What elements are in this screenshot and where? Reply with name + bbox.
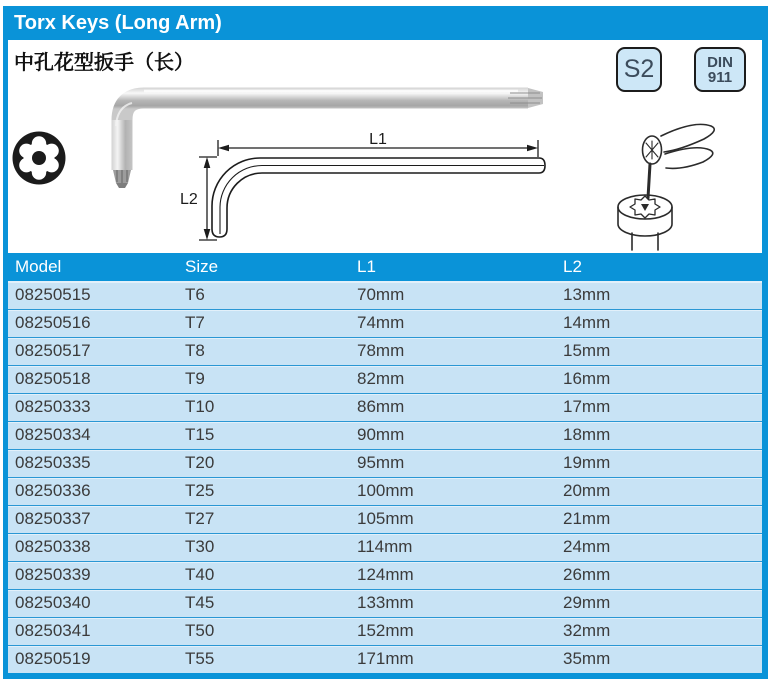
dimension-diagram — [178, 124, 608, 250]
size-cell: T8 — [185, 341, 205, 360]
model-cell: 08250334 — [15, 425, 91, 444]
size-cell: T50 — [185, 621, 215, 640]
size-cell: T20 — [185, 453, 215, 472]
size-cell: T15 — [185, 425, 215, 444]
model-cell: 08250519 — [15, 649, 91, 668]
l1-cell: 152mm — [357, 621, 414, 640]
usage-illustration-hand-screw — [608, 112, 760, 254]
size-cell: T10 — [185, 397, 215, 416]
l1-cell: 86mm — [357, 397, 405, 416]
l1-cell: 114mm — [357, 537, 413, 556]
l2-cell: 17mm — [563, 397, 611, 416]
l1-cell: 82mm — [357, 369, 405, 388]
model-cell: 08250338 — [15, 537, 91, 556]
l1-cell: 70mm — [357, 285, 405, 304]
l2-cell: 19mm — [563, 453, 611, 472]
column-header-size: Size — [185, 257, 219, 276]
size-cell: T40 — [185, 565, 215, 584]
l1-cell: 95mm — [357, 453, 405, 472]
page-title: Torx Keys (Long Arm) — [3, 6, 768, 40]
table-row — [8, 589, 762, 617]
column-header-model: Model — [15, 257, 62, 276]
model-cell: 08250339 — [15, 565, 91, 584]
model-cell: 08250336 — [15, 481, 91, 500]
l2-cell: 35mm — [563, 649, 611, 668]
size-cell: T27 — [185, 509, 215, 528]
l2-cell: 13mm — [563, 285, 611, 304]
size-cell: T7 — [185, 313, 205, 332]
model-cell: 08250337 — [15, 509, 91, 528]
s2-material-badge — [616, 47, 662, 92]
table-row — [8, 365, 762, 393]
right-border-strip — [762, 40, 768, 679]
table-row — [8, 337, 762, 365]
l2-cell: 20mm — [563, 481, 611, 500]
l1-cell: 90mm — [357, 425, 405, 444]
s2-badge-label: S2 — [623, 55, 655, 83]
table-header-row — [3, 253, 768, 281]
bottom-border-bar — [3, 673, 768, 679]
l2-cell: 14mm — [563, 313, 611, 332]
l2-cell: 15mm — [563, 341, 611, 360]
l2-cell: 24mm — [563, 537, 611, 556]
table-body — [8, 281, 762, 673]
l1-cell: 124mm — [357, 565, 414, 584]
din-badge-line1: DIN — [707, 53, 733, 71]
l1-cell: 105mm — [357, 509, 414, 528]
l2-cell: 26mm — [563, 565, 611, 584]
table-row — [8, 281, 762, 309]
model-cell: 08250341 — [15, 621, 91, 640]
l1-dimension-label: L1 — [369, 131, 387, 148]
size-cell: T6 — [185, 285, 205, 304]
model-cell: 08250517 — [15, 341, 91, 360]
model-cell: 08250515 — [15, 285, 91, 304]
model-cell: 08250518 — [15, 369, 91, 388]
l1-cell: 74mm — [357, 313, 405, 332]
table-row — [8, 477, 762, 505]
table-row — [8, 561, 762, 589]
model-cell: 08250516 — [15, 313, 91, 332]
table-row — [8, 393, 762, 421]
din911-standard-badge — [694, 47, 746, 92]
table-row — [8, 533, 762, 561]
size-cell: T30 — [185, 537, 215, 556]
size-cell: T55 — [185, 649, 215, 668]
l2-cell: 21mm — [563, 509, 611, 528]
l1-cell: 100mm — [357, 481, 414, 500]
size-cell: T25 — [185, 481, 215, 500]
size-cell: T45 — [185, 593, 215, 612]
column-header-l1: L1 — [357, 257, 376, 276]
torx-security-end-view-icon — [10, 129, 68, 187]
model-cell: 08250335 — [15, 453, 91, 472]
l2-cell: 29mm — [563, 593, 611, 612]
table-row — [8, 645, 762, 673]
l2-cell: 32mm — [563, 621, 611, 640]
l2-cell: 18mm — [563, 425, 611, 444]
table-row — [8, 449, 762, 477]
table-row — [8, 421, 762, 449]
model-cell: 08250333 — [15, 397, 91, 416]
size-cell: T9 — [185, 369, 205, 388]
l2-cell: 16mm — [563, 369, 611, 388]
l1-cell: 171mm — [357, 649, 414, 668]
l2-dimension-label: L2 — [180, 191, 198, 208]
l1-cell: 78mm — [357, 341, 405, 360]
table-row — [8, 309, 762, 337]
l1-cell: 133mm — [357, 593, 414, 612]
table-row — [8, 505, 762, 533]
model-cell: 08250340 — [15, 593, 91, 612]
din-badge-line2: 911 — [707, 68, 733, 86]
column-header-l2: L2 — [563, 257, 582, 276]
table-row — [8, 617, 762, 645]
subtitle-chinese: 中孔花型扳手（长） — [14, 52, 194, 74]
